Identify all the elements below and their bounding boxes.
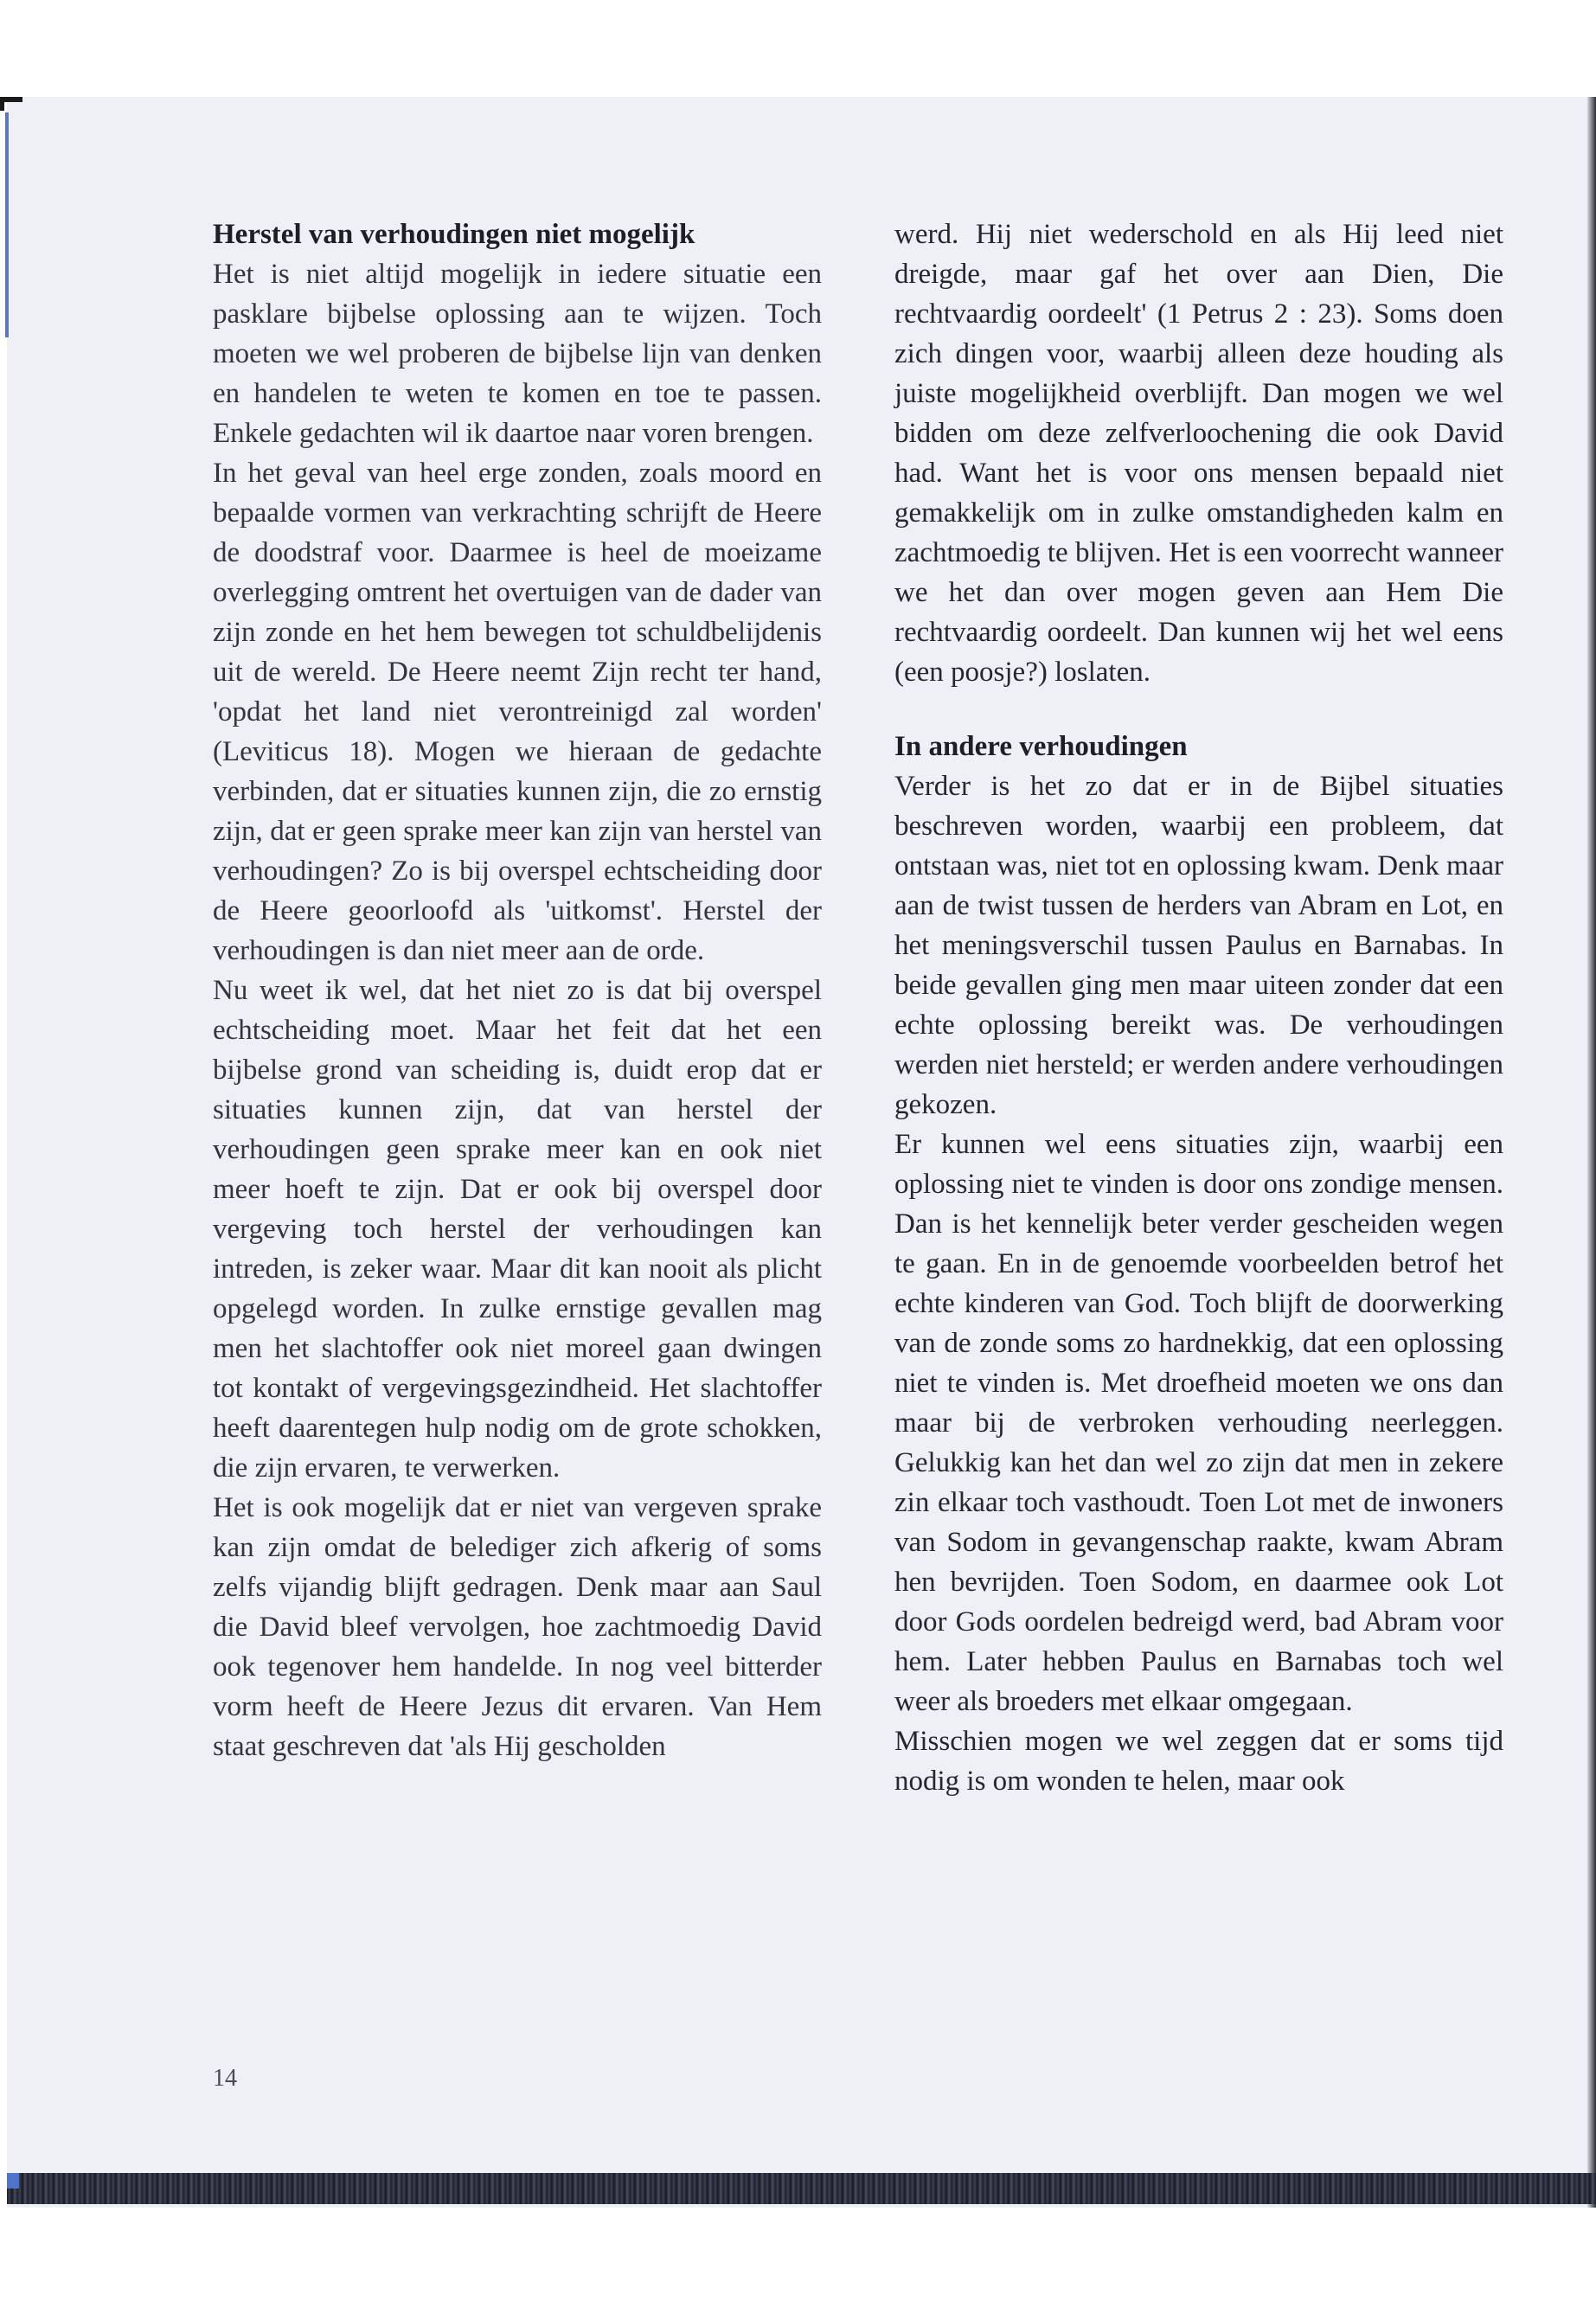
scan-left-edge [5,112,9,337]
scan-color-mark [7,2173,19,2189]
left-text-column [213,215,822,1766]
paragraph: Het is ook mogelijk dat er niet van vergeven sprake kan zijn omdat de belediger zich afkerig of soms zelfs vijandig blijft gedragen. Denk maar aan Saul die David bleef vervolgen, hoe zachtmoedig David ook tegenover hem handelde. In nog veel bitterder vorm heeft de Heere Jezus dit ervaren. Van Hem staat geschreven dat 'als Hij gescholden [213,1492,822,1762]
paragraph: Verder is het zo dat er in de Bijbel situaties beschreven worden, waarbij een probleem, dat ontstaan was, niet tot en oplossing kwam. Denk maar aan de twist tussen de herders van Abram en Lot, en het meningsverschil tussen Paulus en Barnabas. In beide gevallen ging men maar uiteen zonder dat een echte oplossing bereikt was. De verhoudingen werden niet hersteld; er werden andere verhoudingen gekozen. [894,771,1503,1120]
scanner-bottom-strip [7,2173,1596,2204]
paragraph: werd. Hij niet wederschold en als Hij leed niet dreigde, maar gaf het over aan Dien, Die rechtvaardig oordeelt' (1 Petrus 2 : 23). Soms doen zich dingen voor, waarbij alleen deze houding als juiste mogelijkheid overblijft. Dan mogen we wel bidden om deze zelfverloochening die ook David had. Want het is voor ons mensen bepaald niet gemakkelijk om in zulke omstandigheden kalm en zachtmoedig te blijven. Het is een voorrecht wanneer we het dan over mogen geven aan Hem Die rechtvaardig oordeelt. Dan kunnen wij het wel eens (een poosje?) loslaten. [894,219,1503,688]
paragraph: In het geval van heel erge zonden, zoals moord en bepaalde vormen van verkrachting schrijft de Heere de doodstraf voor. Daarmee is heel de moeizame overlegging omtrent het overtuigen van de dader van zijn zonde en het hem bewegen tot schuldbelijdenis uit de wereld. De Heere neemt Zijn recht ter hand, 'opdat het land niet verontreinigd zal worden' (Leviticus 18). Mogen we hieraan de gedachte verbinden, dat er situaties kunnen zijn, die zo ernstig zijn, dat er geen sprake meer kan zijn van herstel van verhoudingen? Zo is bij overspel echtscheiding door de Heere geoorloofd als 'uitkomst'. Herstel der verhoudingen is dan niet meer aan de orde. [213,458,822,966]
section-heading-andere-verhoudingen: In andere verhoudingen [894,731,1188,762]
paragraph: Misschien mogen we wel zeggen dat er soms tijd nodig is om wonden te helen, maar ook [894,1726,1503,1797]
section-heading-herstel: Herstel van verhoudingen niet mogelijk [213,219,695,250]
paragraph: Er kunnen wel eens situaties zijn, waarbij een oplossing niet te vinden is door ons zondige mensen. Dan is het kennelijk beter verder gescheiden wegen te gaan. En in de genoemde voorbeelden betrof het echte kinderen van God. Toch blijft de doorwerking van de zonde soms zo hardnekkig, dat een oplossing niet te vinden is. Met droefheid moeten we ons dan maar bij de verbroken verhouding neerleggen. Gelukkig kan het dan wel zo zijn dat men in zekere zin elkaar toch vasthoudt. Toen Lot met de inwoners van Sodom in gevangenschap raakte, kwam Abram hen bevrijden. Toen Sodom, en daarmee ook Lot door Gods oordelen bedreigd werd, bad Abram voor hem. Later hebben Paulus en Barnabas toch wel weer als broeders met elkaar omgegaan. [894,1129,1503,1717]
paragraph: Het is niet altijd mogelijk in iedere situatie een pasklare bijbelse oplossing aan te wijzen. Toch moeten we wel proberen de bijbelse lijn van denken en handelen te weten te komen en toe te passen. Enkele gedachten wil ik daartoe naar voren brengen. [213,259,822,449]
book-spine-shadow [1587,97,1596,2208]
page-number: 14 [213,2065,237,2092]
crop-corner-mark [0,97,22,111]
paragraph: Nu weet ik wel, dat het niet zo is dat bij overspel echtscheiding moet. Maar het feit dat het een bijbelse grond van scheiding is, duidt erop dat er situaties kunnen zijn, dat van herstel der verhoudingen geen sprake meer kan en ook niet meer hoeft te zijn. Dat er ook bij overspel door vergeving toch herstel der verhoudingen kan intreden, is zeker waar. Maar dit kan nooit als plicht opgelegd worden. In zulke ernstige gevallen mag men het slachtoffer ook niet moreel gaan dwingen tot kontakt of vergevingsgezindheid. Het slachtoffer heeft daarentegen hulp nodig om de grote schokken, die zijn ervaren, te verwerken. [213,975,822,1484]
right-text-column [894,215,1503,1801]
